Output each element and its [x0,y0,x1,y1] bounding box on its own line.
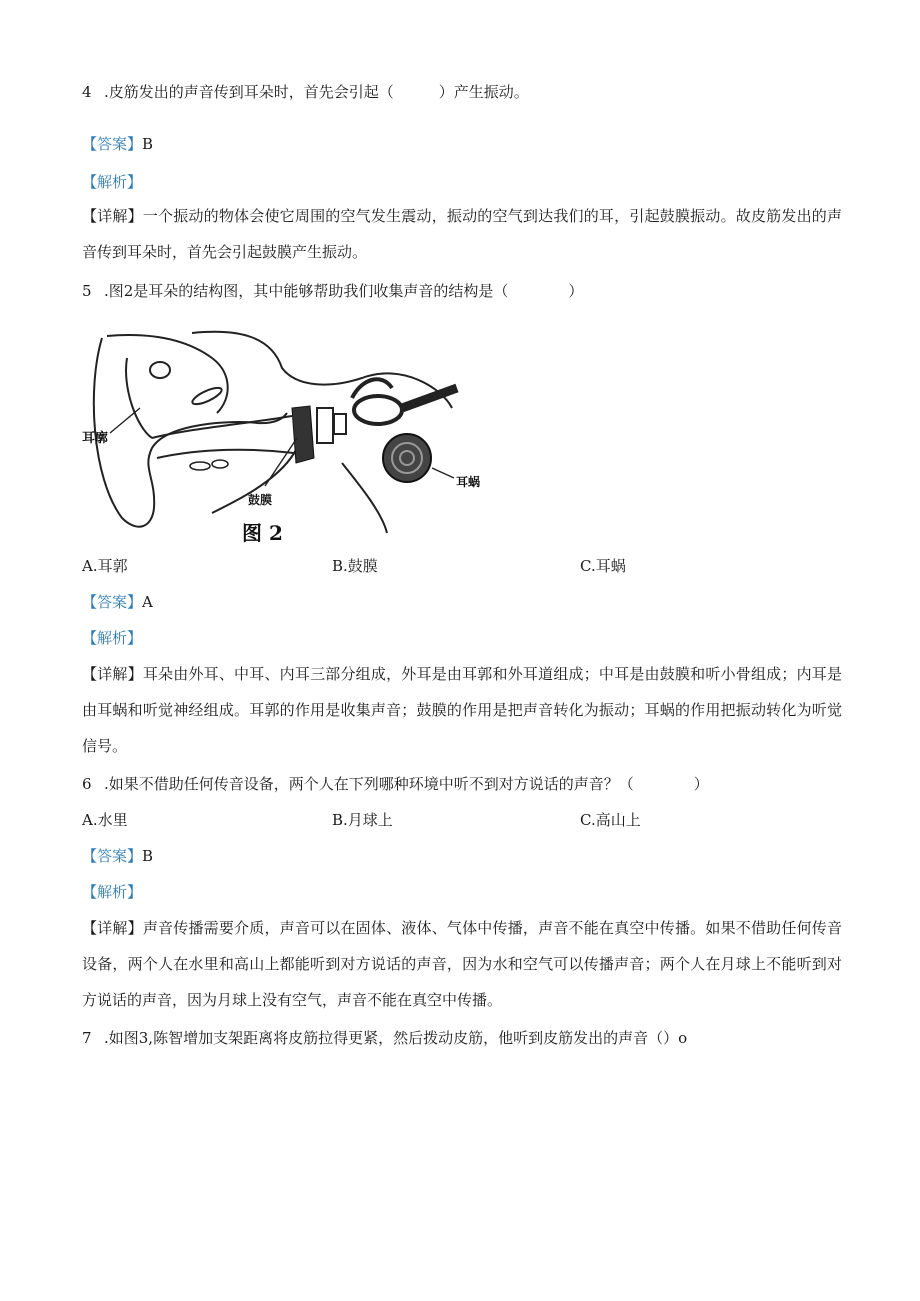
detail-tag: 【详解】 [82,665,143,683]
option-c: C.高山上 [580,811,641,829]
detail-text: 一个振动的物体会使它周围的空气发生震动，振动的空气到达我们的耳，引起鼓膜振动。故皮筋发出的声音传到耳朵时，首先会引起鼓膜产生振动。 [82,207,842,261]
question-number: 4 [82,83,92,101]
question-text: .如果不借助任何传音设备，两个人在下列哪种环境中听不到对方说话的声音？（ ） [104,775,709,793]
detail-tag: 【详解】 [82,919,143,937]
label-eardrum: 鼓膜 [248,493,273,507]
answer-tag: 【答案】 [82,593,143,611]
question-text: .图2是耳朵的结构图，其中能够帮助我们收集声音的结构是（ ） [104,282,584,300]
analysis-line [82,172,142,192]
detail-text: 耳朵由外耳、中耳、内耳三部分组成，外耳是由耳郭和外耳道组成；中耳是由鼓膜和听小骨组成；内耳是由耳蜗和听觉神经组成。耳郭的作用是收集声音；鼓膜的作用是把声音转化为振动；耳蜗的作用把振动转化为听觉信号。 [82,665,842,755]
analysis-tag: 【解析】 [82,883,143,901]
question-4 [82,82,529,102]
option-a: A.水里 [82,811,128,829]
analysis-tag: 【解析】 [82,173,143,191]
option-b: B.鼓膜 [332,557,378,575]
question-number: 7 [82,1029,92,1047]
detail-paragraph [82,656,842,764]
answer-value: A [142,593,153,611]
answer-line [82,592,153,612]
answer-line [82,846,153,866]
option-b: B.月球上 [332,811,393,829]
detail-tag: 【详解】 [82,207,143,225]
answer-value: B [142,135,154,153]
option-c: C.耳蜗 [580,557,626,575]
question-text: .皮筋发出的声音传到耳朵时，首先会引起（ ）产生振动。 [104,83,529,101]
analysis-line [82,882,142,902]
question-5 [82,281,583,301]
detail-text: 声音传播需要介质，声音可以在固体、液体、气体中传播，声音不能在真空中传播。如果不借助任何传音设备，两个人在水里和高山上都能听到对方说话的声音，因为水和空气可以传播声音；两个人在月球上不能听到对方说话的声音，因为月球上没有空气，声音不能在真空中传播。 [82,919,842,1009]
answer-line [82,134,153,154]
answer-tag: 【答案】 [82,135,143,153]
label-cochlea: 耳蜗 [456,475,481,489]
figure-caption: 图 2 [242,521,283,545]
question-number: 6 [82,775,92,793]
answer-tag: 【答案】 [82,847,143,865]
detail-paragraph [82,910,842,1018]
analysis-line [82,628,142,648]
detail-paragraph [82,198,842,270]
ear-structure-figure [82,328,482,548]
answer-value: B [142,847,154,865]
analysis-tag: 【解析】 [82,629,143,647]
question-number: 5 [82,282,92,300]
question-7 [82,1028,687,1048]
question-6 [82,774,709,794]
question-text: .如图3,陈智增加支架距离将皮筋拉得更紧，然后拨动皮筋，他听到皮筋发出的声音（）o [104,1029,688,1047]
option-a: A.耳郭 [82,557,128,575]
label-auricle: 耳廓 [82,431,109,446]
